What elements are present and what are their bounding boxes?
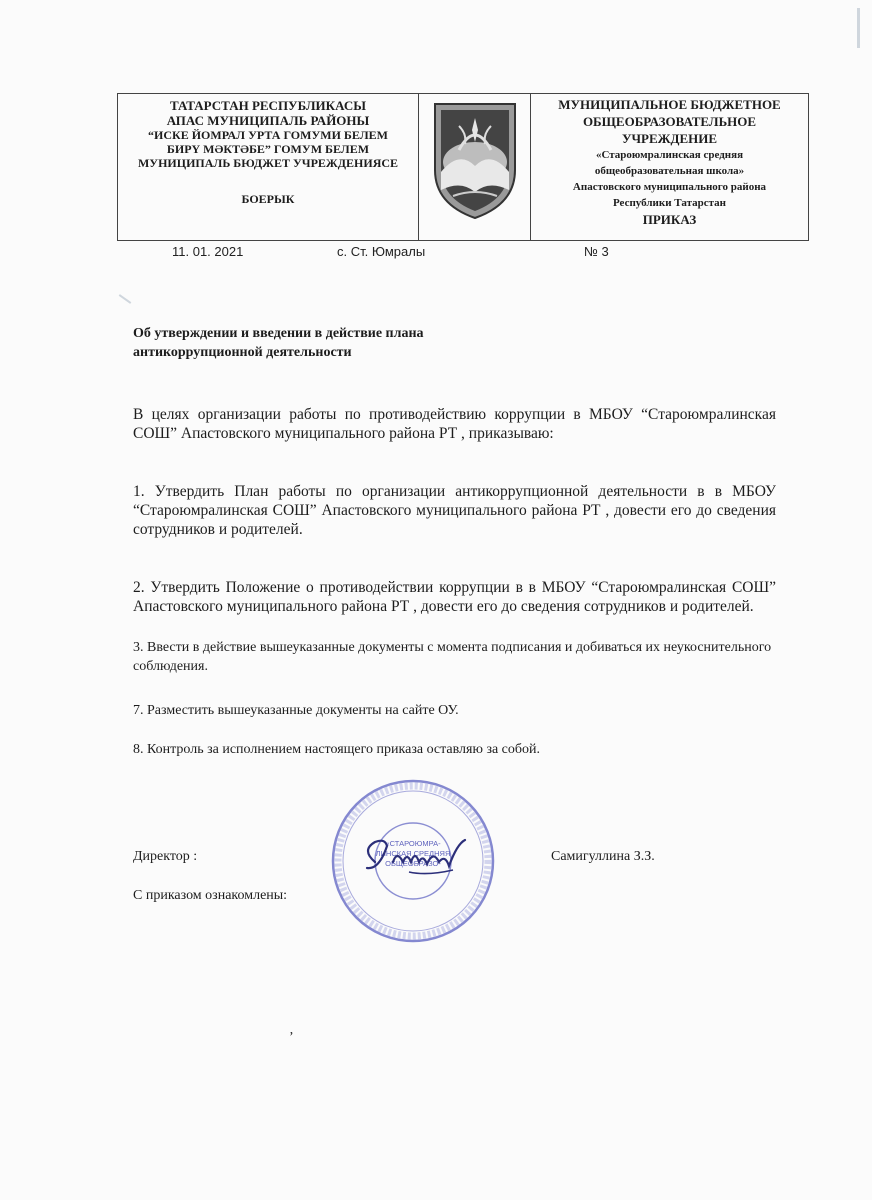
russian-title-2: ОБЩЕОБРАЗОВАТЕЛЬНОЕ: [582, 114, 757, 129]
tatar-line-5: МУНИЦИПАЛЬ БЮДЖЕТ УЧРЕЖДЕНИЯСЕ: [137, 156, 399, 170]
director-signature: [357, 832, 477, 882]
stamp-line-2: ЛИНСКАЯ СРЕДНЯЯ: [375, 849, 451, 858]
item-8: 8. Контроль за исполнением настоящего приказа оставляю за собой.: [133, 742, 541, 757]
director-label: Директор :: [133, 849, 198, 864]
item-3: 3. Ввести в действие вышеуказанные документы с момента подписания и добиваться их неукоснительного соблюдения.: [133, 640, 772, 674]
scan-edge-mark: [857, 8, 860, 48]
item-7: 7. Разместить вышеуказанные документы на сайте ОУ.: [133, 703, 459, 718]
tatar-line-3: “ИСКЕ ЙОМРАЛ УРТА ГОМУМИ БЕЛЕМ: [148, 128, 388, 142]
subject-line-2: антикоррупционной деятельности: [133, 345, 352, 360]
stamp-line-3: ОБЩЕОБРАЗО-: [385, 859, 441, 868]
stamp-line-1: «СТАРОЮМРА-: [385, 839, 441, 848]
letterhead-russian: [531, 94, 808, 240]
russian-doc-type: ПРИКАЗ: [642, 212, 697, 227]
tatar-line-1: ТАТАРСТАН РЕСПУБЛИКАСЫ: [170, 98, 366, 113]
order-place: с. Ст. Юмралы: [337, 244, 426, 259]
russian-sub-2: общеобразовательная школа»: [594, 165, 745, 177]
coat-of-arms-cell: [419, 94, 531, 240]
tatar-doc-type: БОЕРЫК: [241, 192, 295, 206]
order-date: 11. 01. 2021: [172, 244, 244, 259]
order-subject: [133, 324, 424, 362]
tatar-line-2: АПАС МУНИЦИПАЛЬ РАЙОНЫ: [166, 113, 370, 128]
russian-sub-1: «Староюмралинская средняя: [595, 149, 744, 161]
russian-sub-3: Апастовского муниципального района: [572, 181, 767, 193]
acquainted-label: С приказом ознакомлены:: [133, 888, 288, 903]
scan-dash-mark: [119, 294, 132, 304]
item-2: 2. Утвердить Положение о противодействии коррупции в в МБОУ “Староюмралинская СОШ” Апастовского муниципального района РТ , довести его до сведения сотрудников и родителей.: [133, 579, 776, 615]
tatar-line-4: БИРҮ МӘКТӘБЕ” ГОМУМ БЕЛЕМ: [166, 142, 370, 156]
director-name: Самигуллина З.З.: [551, 849, 655, 864]
intro-paragraph: В целях организации работы по противодействию коррупции в МБОУ “Староюмралинская СОШ” Апастовского муниципального района РТ , приказываю:: [133, 406, 776, 442]
letterhead-table: [117, 93, 809, 241]
letterhead-tatar: [118, 94, 419, 240]
coat-of-arms-icon: [429, 100, 521, 222]
subject-line-1: Об утверждении и введении в действие плана: [133, 326, 424, 341]
item-1: 1. Утвердить План работы по организации антикоррупционной деятельности в в МБОУ “Староюмралинская СОШ” Апастовского муниципального района РТ , довести его до сведения сотрудников и родителей.: [133, 483, 776, 538]
russian-sub-4: Республики Татарстан: [612, 197, 727, 209]
russian-title-1: МУНИЦИПАЛЬНОЕ БЮДЖЕТНОЕ: [558, 97, 781, 112]
stray-ink-mark: ʼ: [289, 1030, 294, 1045]
order-number: № 3: [584, 244, 609, 259]
russian-title-3: УЧРЕЖДЕНИЕ: [621, 131, 718, 146]
